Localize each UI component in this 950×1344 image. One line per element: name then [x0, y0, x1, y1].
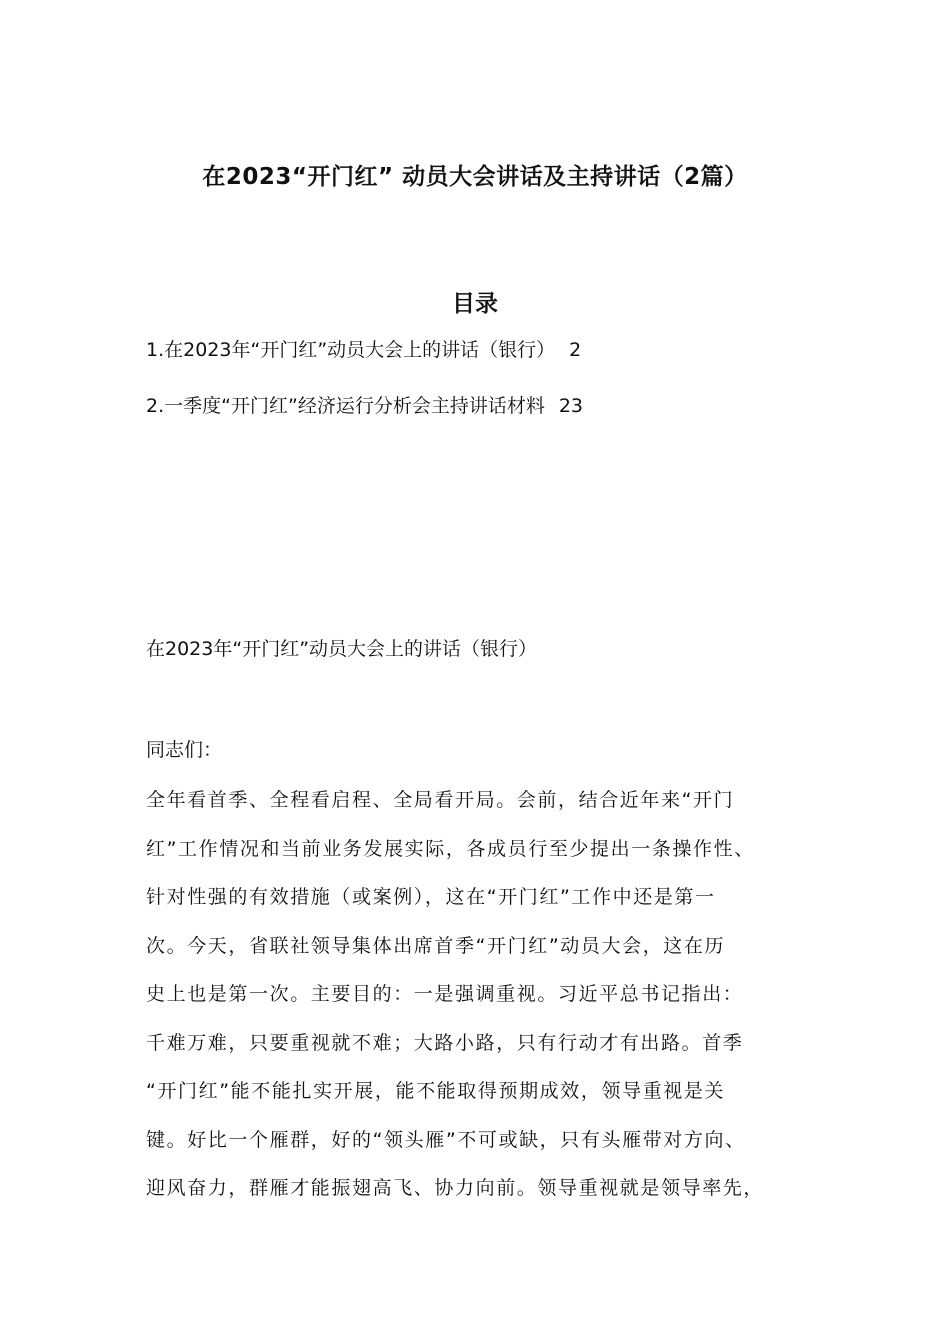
- body-line: 史上也是第一次。主要目的：一是强调重视。习近平总书记指出：: [146, 983, 744, 1005]
- toc-item-label: 1.在2023年“开门红”动员大会上的讲话（银行）: [146, 339, 556, 361]
- table-of-contents: [146, 337, 846, 449]
- section-title: 在2023年“开门红”动员大会上的讲话（银行）: [146, 638, 538, 660]
- body-line: 针对性强的有效措施（或案例），这在“开门红”工作中还是第一: [146, 886, 716, 908]
- body-line: 全年看首季、全程看启程、全局看开局。会前，结合近年来“开门: [146, 789, 735, 811]
- toc-item-label: 2.一季度“开门红”经济运行分析会主持讲话材料: [146, 395, 545, 417]
- toc-item[interactable]: [146, 393, 846, 420]
- toc-item[interactable]: [146, 337, 846, 364]
- body-line: 次。今天，省联社领导集体出席首季“开门红”动员大会，这在历: [146, 934, 726, 957]
- body-line: 键。好比一个雁群，好的“领头雁”不可或缺，只有头雁带对方向、: [146, 1128, 746, 1151]
- body-line: 红”工作情况和当前业务发展实际，各成员行至少提出一条操作性、: [146, 837, 755, 860]
- salutation: 同志们：: [146, 739, 223, 761]
- toc-item-page-number: 23: [558, 395, 584, 417]
- body-line: 千难万难，只要重视就不难；大路小路，只有行动才有出路。首季: [146, 1031, 744, 1054]
- toc-item-page-number: 2: [569, 339, 582, 361]
- body-paragraph: [146, 784, 810, 1221]
- body-line: 迎风奋力，群雁才能振翅高飞、协力向前。领导重视就是领导率先，: [146, 1177, 765, 1199]
- toc-heading: 目录: [452, 291, 498, 317]
- document-title: 在2023“开门红” 动员大会讲话及主持讲话（2篇）: [202, 164, 748, 190]
- body-line: “开门红”能不能扎实开展，能不能取得预期成效，领导重视是关: [146, 1080, 726, 1102]
